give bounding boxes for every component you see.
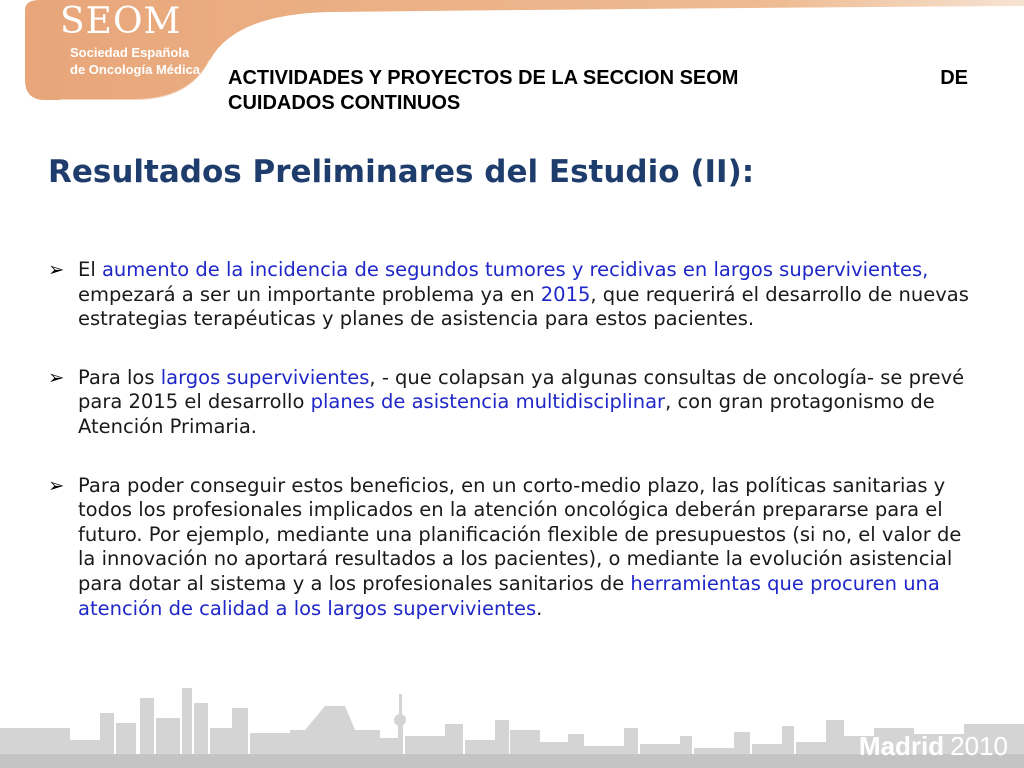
bullet-highlight: aumento de la incidencia de segundos tumores y recidivas en largos supervivientes, (101, 258, 929, 281)
logo-subtitle-line2: de Oncología Médica (70, 62, 201, 77)
bullet-text: , - que colapsan ya algunas consultas de oncología- se prevé para 2015 el desarrollo (78, 365, 965, 414)
bullet-text: Para los (78, 365, 161, 389)
footer-city: Madrid (858, 731, 945, 761)
bullet-text: , con gran protagonismo de Atención Primaria. (78, 390, 935, 438)
bullet-highlight: largos supervivientes (160, 365, 370, 389)
bullet-text: Para poder conseguir estos beneficios, en un corto-medio plazo, las políticas sanitarias y todos los profesionales implicados en la atención oncológica deberán prepararse para el futuro. Por ejemplo, mediante una planificación flexible de presupuestos (si no, el valor de la innovación no aportará resultados a los pacientes), o mediante la evolución asistencial para dotar al sistema y a los profesionales sanitarios de (78, 473, 962, 595)
bullet-highlight: planes de asistencia multidisciplinar (310, 390, 666, 414)
section-header (228, 66, 968, 116)
header-line1-right: DE (940, 67, 968, 89)
slide-title: Resultados Preliminares del Estudio (II): (48, 154, 755, 190)
header-line1-left: ACTIVIDADES Y PROYECTOS DE LA SECCION SEOM (228, 67, 739, 89)
bullet-text: . (536, 596, 543, 620)
bullet-text: El (78, 258, 102, 281)
footer-year: 2010 (950, 731, 1008, 761)
footer-location (859, 731, 1008, 762)
logo-title: SEOM (60, 1, 182, 42)
bullet-list (48, 258, 978, 621)
bullet-item (48, 258, 978, 332)
bullet-highlight: 2015 (540, 282, 591, 306)
header-line2: CUIDADOS CONTINUOS (228, 92, 461, 114)
arrow-bullet-icon: ➢ (48, 473, 65, 497)
seom-logo (60, 2, 200, 76)
arrow-bullet-icon: ➢ (48, 365, 65, 389)
bullet-text: empezará a ser un importante problema ya en (78, 282, 541, 306)
bullet-highlight: herramientas que procuren una atención de calidad a los largos supervivientes (78, 571, 940, 620)
bullet-text: , que requerirá el desarrollo de nuevas estrategias terapéuticas y planes de asistencia para estos pacientes. (78, 282, 969, 331)
arrow-bullet-icon: ➢ (48, 258, 65, 281)
bullet-item (48, 474, 978, 622)
logo-subtitle-line1: Sociedad Española (70, 45, 190, 60)
bullet-item (48, 366, 978, 440)
